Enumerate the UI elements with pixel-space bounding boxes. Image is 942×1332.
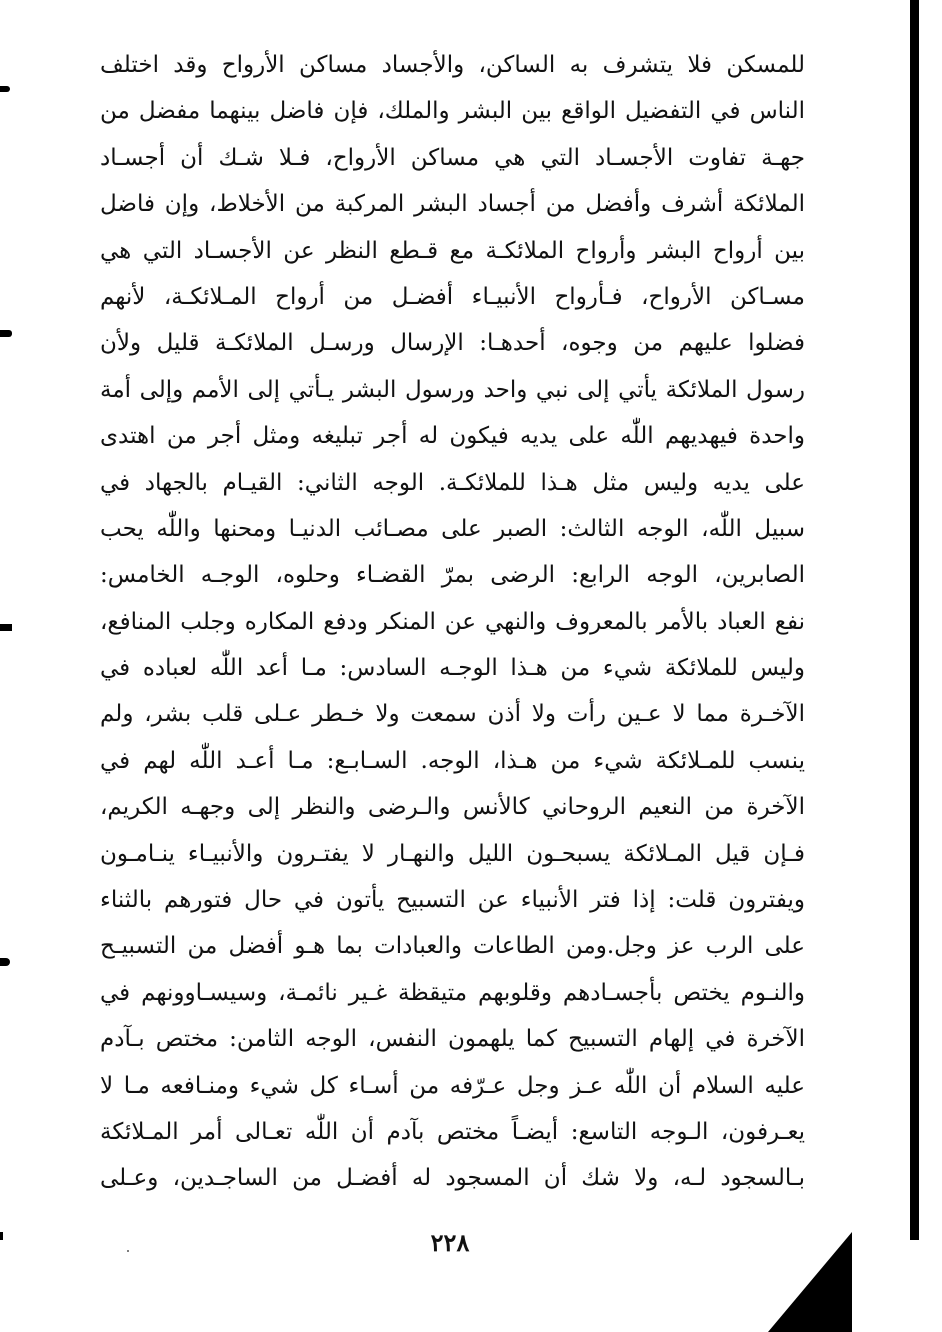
text-line: نفع العباد بالأمر بالمعروف والنهي عن المنكر ودفع المكاره وجلب المنافع،	[100, 608, 805, 635]
text-line: الآخرة من النعيم الروحاني كالأنس والـرضى والنظر إلى وجهـه الكريم،	[100, 794, 805, 821]
text-line: الآخـرة مما لا عـين رأت ولا أذن سمعت ولا خـطر عـلى قلب بشر، ولم	[100, 701, 805, 728]
text-line: ويفترون قلت: إذا فتر الأنبياء عن التسبيح يأتون في حال فتورهم بالثناء	[100, 887, 805, 914]
margin-mark	[0, 1232, 3, 1240]
text-line: جهـة تفاوت الأجسـاد التي هي مساكن الأرواح، فـلا شـك أن أجسـاد	[100, 144, 805, 171]
margin-mark	[0, 86, 10, 92]
text-line: بين أرواح البشر وأرواح الملائكـة مع قـطع النظر عن الأجسـاد التي هي	[100, 237, 805, 264]
text-line: عليه السلام أن اللّٰه عـز وجل عـرّفه من أسـاء كل شيء ومنـافعه مـا لا	[100, 1072, 805, 1099]
text-line: بـالسجود لـه، ولا شك أن المسجود له أفضـل من الساجـدين، وعـلى	[100, 1165, 805, 1192]
text-line: الملائكة أشرف وأفضل من أجساد البشر المركبة من الأخلاط، وإن فاضل	[100, 191, 805, 218]
text-line: سبيل اللّٰه، الوجه الثالث: الصبر على مصـائب الدنيـا ومحنها واللّٰه يحب	[100, 515, 805, 542]
text-line: والنـوم يختص بأجسـادهم وقلوبهم متيقظة غـير نائمـة، وسيسـاوونهم في	[100, 979, 805, 1006]
text-line: واحدة فيهديهم اللّٰه على يديه فيكون له أجر تبليغه ومثل أجر من اهتدى	[100, 423, 805, 450]
text-line: فضلوا عليهم من وجوه، أحدهـا: الإرسال ورسـل الملائكـة قليل ولأن	[100, 330, 805, 357]
margin-mark	[0, 330, 12, 337]
scan-edge-shadow	[910, 0, 919, 1240]
text-line: ينسب للمـلائكة شيء من هـذا، الوجه. السـابـع: مـا أعـد اللّٰه لهم في	[100, 747, 805, 774]
text-line: مسـاكن الأرواح، فـأرواح الأنبيـاء أفضـل من أرواح المـلائكـة، لأنهم	[100, 283, 805, 310]
margin-mark	[0, 624, 12, 631]
text-line: الصابرين، الوجه الرابع: الرضى بمرّ القضـاء وحلوه، الوجـه الخامس:	[100, 562, 805, 589]
text-line: فـإن قيل المـلائكة يسبحـون الليل والنهـار لا يفتـرون والأنبيـاء ينـامـون	[100, 840, 805, 867]
text-line: على يديه وليس مثل هـذا للملائكـة. الوجه الثاني: القيـام بالجهاد في	[100, 469, 805, 496]
page-number: ٢٢٨	[430, 1228, 470, 1257]
body-text	[100, 42, 805, 1202]
text-line: الناس في التفضيل الواقع بين البشر والملك، فإن فاضل بينهما مفضل من	[100, 98, 805, 125]
text-line: الآخرة في إلهام التسبيح كما يلهمون النفس، الوجه الثامن: مختص بـآدم	[100, 1026, 805, 1053]
margin-mark	[0, 958, 10, 966]
text-line: رسول الملائكة يأتي إلى نبي واحد ورسول البشر يـأتي إلى الأمم وإلى أمة	[100, 376, 805, 403]
text-line: على الرب عز وجل.ومن الطاعات والعبادات بما هـو أفضل من التسبيـح	[100, 933, 805, 960]
scan-speck	[127, 1250, 129, 1252]
scan-corner-shadow	[768, 1232, 852, 1332]
text-line: يعـرفون، الـوجه التاسع: أيضـاً مختص بآدم أن اللّٰه تعـالى أمر المـلائكة	[100, 1118, 805, 1145]
text-line: للمسكن فلا يتشرف به الساكن، والأجساد مساكن الأرواح وقد اختلف	[100, 52, 805, 78]
text-line: وليس للملائكة شيء من هـذا الوجـه السادس: مـا أعد اللّٰه لعباده في	[100, 655, 805, 682]
